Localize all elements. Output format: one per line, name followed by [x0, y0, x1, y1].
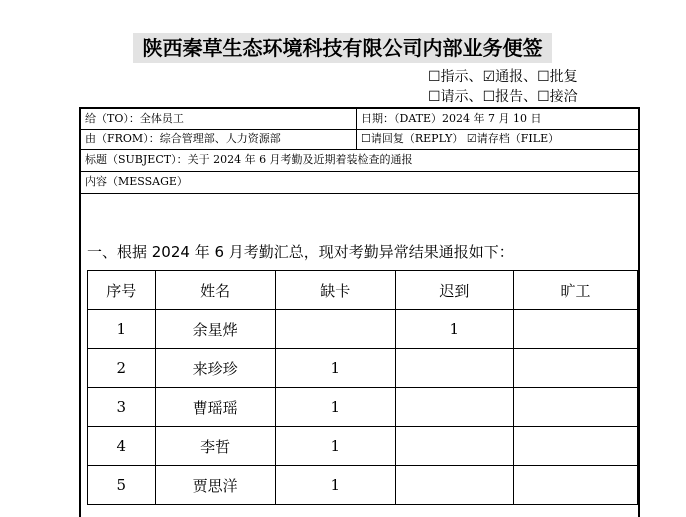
memo-row-to-date — [81, 109, 638, 130]
option-liaison[interactable]: ☐接洽 — [537, 89, 578, 105]
cell-index: 5 — [88, 466, 156, 505]
cell-missed-punch — [275, 310, 395, 349]
table-row — [88, 388, 638, 427]
cell-index: 4 — [88, 427, 156, 466]
section-heading: 一、根据 2024 年 6 月考勤汇总，现对考勤异常结果通报如下： — [87, 243, 514, 261]
option-instruction[interactable]: ☐指示、 — [428, 69, 483, 85]
option-approval[interactable]: ☐批复 — [537, 69, 578, 85]
cell-index: 3 — [88, 388, 156, 427]
option-notice[interactable]: ☑通报、 — [482, 69, 538, 85]
cell-name: 余星烨 — [155, 310, 275, 349]
memo-date: 日期：（DATE）2024 年 7 月 10 日 — [356, 109, 638, 129]
cell-absent — [513, 466, 637, 505]
attendance-header-row — [88, 271, 638, 310]
table-row — [88, 310, 638, 349]
memo-row-content-label — [81, 171, 638, 194]
cell-late — [395, 427, 513, 466]
col-header-absent: 旷工 — [513, 271, 637, 310]
memo-type-options-row-1 — [428, 68, 658, 86]
cell-absent — [513, 427, 637, 466]
cell-missed-punch: 1 — [275, 388, 395, 427]
cell-late — [395, 466, 513, 505]
cell-late — [395, 388, 513, 427]
memo-row-from-reply — [81, 129, 638, 150]
cell-index: 1 — [88, 310, 156, 349]
table-row — [88, 427, 638, 466]
document-title: 陕西秦草生态环境科技有限公司内部业务便签 — [133, 33, 552, 63]
cell-late: 1 — [395, 310, 513, 349]
memo-to: 给（TO）：全体员工 — [85, 112, 184, 125]
memo-content-label: 内容（MESSAGE） — [85, 175, 188, 188]
memo-row-subject — [81, 149, 638, 172]
memo-from: 由（FROM）：综合管理部、人力资源部 — [85, 132, 281, 145]
cell-absent — [513, 388, 637, 427]
cell-index: 2 — [88, 349, 156, 388]
cell-missed-punch: 1 — [275, 466, 395, 505]
table-row — [88, 349, 638, 388]
cell-name: 来珍珍 — [155, 349, 275, 388]
option-request[interactable]: ☐请示、 — [428, 89, 483, 105]
memo-subject: 标题（SUBJECT）：关于 2024 年 6 月考勤及近期着装检查的通报 — [85, 153, 413, 166]
cell-absent — [513, 310, 637, 349]
col-header-index: 序号 — [88, 271, 156, 310]
cell-name: 曹瑶瑶 — [155, 388, 275, 427]
memo-type-options-row-2 — [428, 88, 658, 106]
cell-late — [395, 349, 513, 388]
memo-form — [79, 107, 640, 517]
memo-reply-file-options[interactable]: ☐请回复（REPLY） ☑请存档（FILE） — [356, 129, 638, 149]
cell-missed-punch: 1 — [275, 349, 395, 388]
attendance-table — [87, 270, 638, 505]
table-row — [88, 466, 638, 505]
col-header-name: 姓名 — [155, 271, 275, 310]
cell-name: 贾思洋 — [155, 466, 275, 505]
option-report[interactable]: ☐报告、 — [482, 89, 538, 105]
col-header-late: 迟到 — [395, 271, 513, 310]
cell-absent — [513, 349, 637, 388]
cell-missed-punch: 1 — [275, 427, 395, 466]
col-header-missed-punch: 缺卡 — [275, 271, 395, 310]
cell-name: 李哲 — [155, 427, 275, 466]
